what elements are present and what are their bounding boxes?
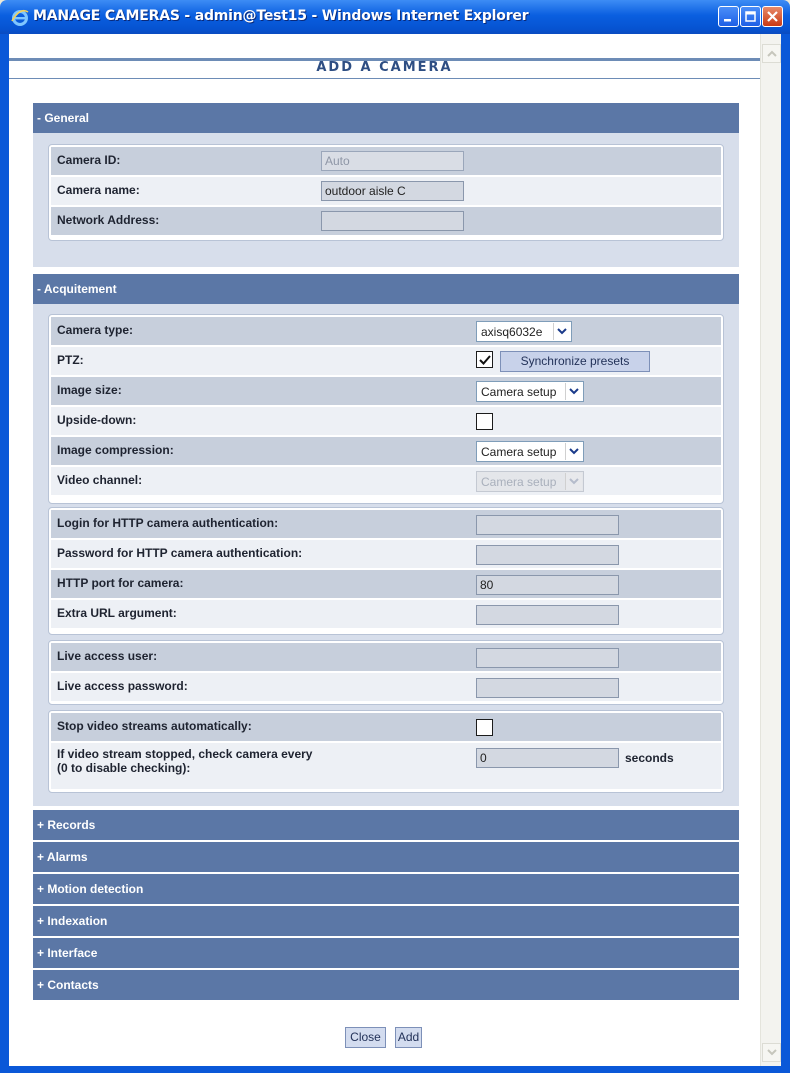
check-every-unit: seconds	[625, 751, 674, 765]
stop-streams-checkbox[interactable]	[476, 719, 493, 736]
section-header-alarms[interactable]: + Alarms	[33, 842, 739, 872]
scroll-up-icon	[767, 50, 777, 57]
row-camera-type	[51, 317, 721, 345]
network-address-label: Network Address:	[57, 213, 160, 227]
network-address-input[interactable]	[321, 211, 464, 231]
row-stop-streams	[51, 713, 721, 741]
http-port-input[interactable]: 80	[476, 575, 619, 595]
row-http-port	[51, 570, 721, 598]
window-frame-right	[781, 34, 790, 1073]
checkmark-icon	[479, 354, 491, 366]
window-frame-bottom	[0, 1066, 790, 1073]
camera-id-label: Camera ID:	[57, 153, 121, 167]
upside-down-checkbox[interactable]	[476, 413, 493, 430]
row-upside-down	[51, 407, 721, 435]
live-access-group	[48, 640, 724, 705]
video-channel-value: Camera setup	[481, 475, 557, 489]
general-group	[48, 144, 724, 241]
row-network-address	[51, 207, 721, 235]
section-body-general	[33, 133, 739, 267]
section-header-indexation[interactable]: + Indexation	[33, 906, 739, 936]
row-video-channel	[51, 467, 721, 495]
password-label: Password for HTTP camera authentication:	[57, 546, 303, 560]
section-header-motion-detection[interactable]: + Motion detection	[33, 874, 739, 904]
minimize-button[interactable]	[718, 6, 739, 27]
synchronize-presets-button[interactable]: Synchronize presets	[500, 351, 650, 372]
upside-down-label: Upside-down:	[57, 413, 137, 427]
close-button[interactable]: Close	[345, 1027, 386, 1048]
extra-url-label: Extra URL argument:	[57, 606, 177, 620]
stop-streams-label: Stop video streams automatically:	[57, 719, 252, 733]
live-user-label: Live access user:	[57, 649, 158, 663]
extra-url-input[interactable]	[476, 605, 619, 625]
window-title: MANAGE CAMERAS - admin@Test15 - Windows Internet Explorer	[33, 8, 529, 24]
row-image-size	[51, 377, 721, 405]
row-password	[51, 540, 721, 568]
camera-settings-group	[48, 314, 724, 504]
chevron-down-icon	[553, 323, 570, 340]
add-button[interactable]: Add	[395, 1027, 422, 1048]
ie-icon	[11, 8, 29, 26]
image-size-label: Image size:	[57, 383, 122, 397]
row-camera-id	[51, 147, 721, 175]
chevron-down-icon	[565, 443, 582, 460]
ptz-checkbox[interactable]	[476, 351, 493, 368]
image-compression-label: Image compression:	[57, 443, 174, 457]
camera-type-select[interactable]	[476, 321, 572, 342]
title-bar[interactable]	[0, 0, 790, 34]
image-size-select[interactable]	[476, 381, 584, 402]
section-header-interface[interactable]: + Interface	[33, 938, 739, 968]
login-input[interactable]	[476, 515, 619, 535]
check-every-label	[57, 747, 312, 775]
page-title: ADD A CAMERA	[316, 60, 453, 75]
check-every-input[interactable]: 0	[476, 748, 619, 768]
section-header-records[interactable]: + Records	[33, 810, 739, 840]
window-frame-left	[0, 34, 9, 1073]
header-rule-bottom	[9, 78, 760, 79]
maximize-button[interactable]	[740, 6, 761, 27]
image-compression-select[interactable]	[476, 441, 584, 462]
scroll-up-button[interactable]	[762, 44, 781, 63]
chevron-down-icon	[565, 473, 582, 490]
live-password-input[interactable]	[476, 678, 619, 698]
vertical-scrollbar[interactable]	[760, 34, 781, 1066]
page-content	[9, 34, 760, 1066]
live-user-input[interactable]	[476, 648, 619, 668]
camera-name-label: Camera name:	[57, 183, 140, 197]
camera-type-value: axisq6032e	[481, 325, 543, 339]
ptz-label: PTZ:	[57, 353, 84, 367]
video-channel-select[interactable]	[476, 471, 584, 492]
video-channel-label: Video channel:	[57, 473, 143, 487]
section-body-acquisition	[33, 304, 739, 806]
row-extra-url	[51, 600, 721, 628]
section-header-acquisition[interactable]: - Acquitement	[33, 274, 739, 304]
row-live-user	[51, 643, 721, 671]
check-every-label-line2: (0 to disable checking):	[57, 761, 191, 775]
section-header-general[interactable]: - General	[33, 103, 739, 133]
scroll-down-button[interactable]	[762, 1043, 781, 1062]
row-ptz	[51, 347, 721, 375]
camera-id-input[interactable]: Auto	[321, 151, 464, 171]
live-password-label: Live access password:	[57, 679, 188, 693]
image-size-value: Camera setup	[481, 385, 557, 399]
stream-control-group	[48, 710, 724, 793]
camera-name-input[interactable]: outdoor aisle C	[321, 181, 464, 201]
minimize-icon	[722, 10, 735, 23]
camera-type-label: Camera type:	[57, 323, 134, 337]
row-check-every	[51, 743, 721, 789]
row-login	[51, 510, 721, 538]
row-image-compression	[51, 437, 721, 465]
row-camera-name	[51, 177, 721, 205]
maximize-icon	[744, 10, 757, 23]
image-compression-value: Camera setup	[481, 445, 557, 459]
close-window-button[interactable]	[762, 6, 783, 27]
row-live-password	[51, 673, 721, 701]
check-every-label-line1: If video stream stopped, check camera every	[57, 747, 313, 761]
close-icon	[766, 10, 779, 23]
http-auth-group	[48, 507, 724, 635]
http-port-label: HTTP port for camera:	[57, 576, 184, 590]
password-input[interactable]	[476, 545, 619, 565]
scroll-down-icon	[767, 1049, 777, 1056]
chevron-down-icon	[565, 383, 582, 400]
login-label: Login for HTTP camera authentication:	[57, 516, 279, 530]
section-header-contacts[interactable]: + Contacts	[33, 970, 739, 1000]
